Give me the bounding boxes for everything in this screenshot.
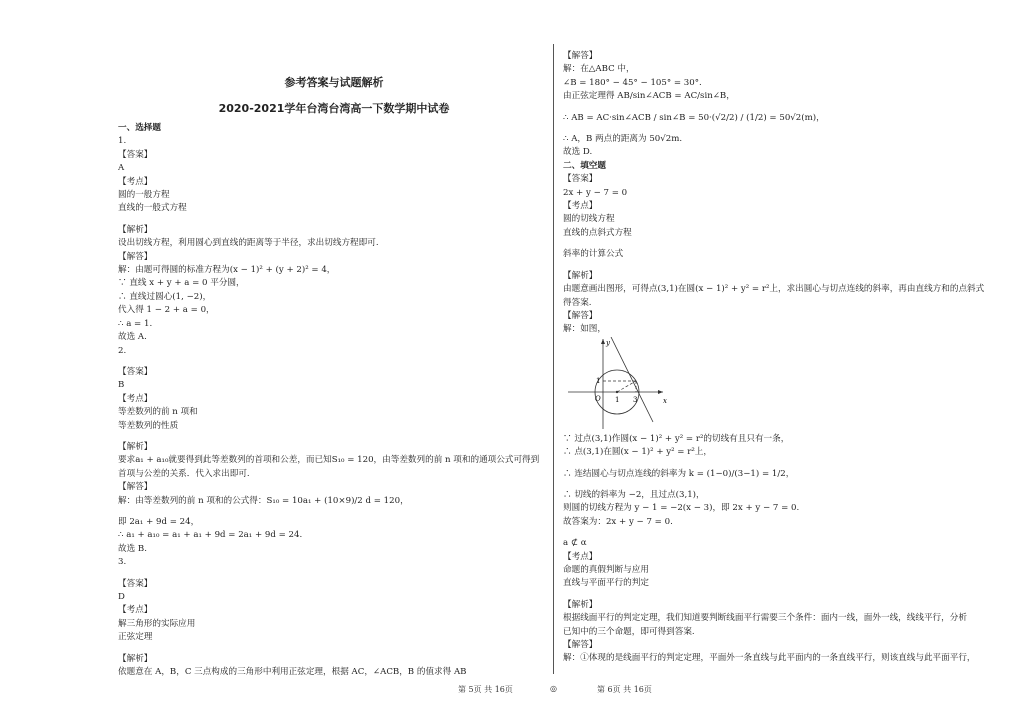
text-line: 已知中的三个命题，即可得到答案. [563,626,695,637]
text-line: 2. [118,345,127,356]
text-line: 命题的真假判断与应用 [563,564,649,575]
exam-title: 2020-2021学年台湾台湾高一下数学期中试卷 [218,102,450,115]
text-line: ∵ 过点(3,1)作圆(x − 1)² + y² = r²的切线有且只有一条， [563,433,790,444]
text-line: 直线与平面平行的判定 [563,578,649,589]
left-page-number: 第 5页 共 16页 [458,685,513,694]
text-line: 直线的点斜式方程 [563,227,632,238]
fig-origin-label: O [595,394,601,403]
spacer [118,216,550,224]
text-line: 【解析】 [563,599,598,610]
text-line: 【解答】 [118,482,153,493]
spacer [563,104,993,112]
text-line: 故选 D. [563,147,593,158]
answer-title: 参考答案与试题解析 [284,76,384,89]
text-line: 【考点】 [563,551,598,562]
text-line: 【解析】 [118,441,153,452]
fig-one-x: 1 [615,395,620,404]
text-line: 代入得 1 − 2 + a = 0， [118,305,215,316]
text-line: a ⊄ α [563,538,587,549]
text-line: 【考点】 [118,605,153,616]
text-line: 3. [118,557,127,568]
text-line: 1. [118,136,127,147]
text-line: 要求a₁ + a₁₀就要得到此等差数列的首项和公差，而已知S₁₀ = 120，由等差数列的前 n 项和的通项公式可得到 [118,455,540,466]
text-line: 由正弦定理得 AB/sin∠ACB = AC/sin∠B， [563,91,735,102]
right-page-content [563,50,993,666]
text-line: 等差数列的前 n 项和 [118,407,198,418]
text-line: 【考点】 [118,176,153,187]
text-line: 斜率的计算公式 [563,249,624,260]
text-line: 根据线面平行的判定定理，我们知道要判断线面平行需要三个条件：面内一线，面外一线，线线平行，分析 [563,613,967,624]
text-line: A [118,163,125,174]
text-line: 解：①体现的是线面平行的判定定理，平面外一条直线与此平面内的一条直线平行，则该直线与此平面平行， [563,653,976,664]
text-line: B [118,380,125,391]
tangent-figure [563,337,993,433]
spacer [563,240,993,248]
text-line: ∴ A，B 两点的距离为 50√2m. [563,134,683,145]
text-line: D [118,592,125,602]
text-line: ∴ 直线过圆心(1, −2)， [118,291,212,302]
text-line: 【解析】 [563,270,598,281]
text-line: 解：由等差数列的前 n 项和的公式得：S₁₀ = 10a₁ + (10×9)/2 d = 120， [118,495,409,506]
text-line: 圆的切线方程 [563,214,615,225]
fig-x-label: x [663,396,667,405]
right-top-lines [563,50,993,337]
spacer [563,591,993,599]
text-line: 故选 B. [118,543,147,554]
text-line: 一、选择题 [118,123,161,133]
text-line: 二、填空题 [563,160,606,171]
text-line: ∴ AB = AC·sin∠ACB / sin∠B = 50·(√2/2) / (1/2) = 50√2(m)， [563,112,825,123]
text-line: 【答案】 [118,366,153,377]
text-line: 解：如图， [563,324,606,335]
spacer [563,262,993,270]
text-line: 首项与公差的关系．代入求出即可. [118,468,250,479]
text-line: 【答案】 [118,149,153,160]
text-line: 解：由题可得圆的标准方程为(x − 1)² + (y + 2)² = 4， [118,265,336,276]
fig-y-label: y [606,338,610,347]
text-line: 正弦定理 [118,632,153,643]
spacer [563,460,993,468]
spacer [563,481,993,489]
text-line: 【解答】 [563,51,598,61]
spacer [118,508,550,516]
spacer [563,125,993,133]
text-line: ∵ 直线 x + y + a = 0 平分圆， [118,278,245,289]
text-line: 【考点】 [118,393,153,404]
binding-mark: ◎ [550,684,557,693]
text-line: 设出切线方程，利用圆心到直线的距离等于半径，求出切线方程即可. [118,238,379,249]
text-line: 【考点】 [563,201,598,212]
spacer [118,433,550,441]
text-line: 【答案】 [563,174,598,185]
text-line: 故答案为：2x + y − 7 = 0. [563,516,673,527]
spacer [563,529,993,537]
text-line: 【解答】 [563,310,598,321]
text-line: 依题意在 A，B，C 三点构成的三角形中利用正弦定理，根据 AC，∠ACB，B 的值求得 AB [118,667,467,678]
text-line: 等差数列的性质 [118,420,179,431]
text-line: 得答案. [563,297,592,308]
text-line: 2x + y − 7 = 0 [563,187,628,198]
text-line: 【解答】 [563,640,598,650]
text-line: ∴ 连结圆心与切点连线的斜率为 k = (1−0)/(3−1) = 1/2， [563,468,795,479]
text-line: ∴ 点(3,1)在圆(x − 1)² + y² = r²上， [563,447,712,458]
text-line: ∴ a = 1. [118,318,153,329]
text-line: 【答案】 [118,578,153,589]
text-line: 【解析】 [118,653,153,664]
text-line: 则圆的切线方程为 y − 1 = −2(x − 3)，即 2x + y − 7 = 0. [563,503,800,514]
fig-one-y: 1 [596,376,601,385]
text-line: 由题意画出图形，可得点(3,1)在圆(x − 1)² + y² = r²上，求出圆心与切点连线的斜率，再由直线方和的点斜式 [563,284,985,295]
spacer [118,645,550,653]
text-line: ∴ a₁ + a₁₀ = a₁ + a₁ + 9d = 2a₁ + 9d = 24. [118,530,303,541]
page-divider [553,44,554,674]
text-line: ∠B = 180° − 45° − 105° = 30°. [563,77,702,88]
text-line: 解三角形的实际应用 [118,618,196,629]
text-line: 即 2a₁ + 9d = 24， [118,516,200,527]
right-bottom-lines [563,433,993,666]
fig-three: 3 [633,395,638,404]
text-line: 圆的一般方程 [118,190,170,201]
spacer [118,358,550,366]
text-line: 【解答】 [118,251,153,262]
right-page-number: 第 6页 共 16页 [597,685,652,694]
text-line: 直线的一般式方程 [118,203,187,214]
text-line: ∴ 切线的斜率为 −2，且过点(3,1)， [563,489,705,500]
spacer [118,570,550,578]
left-page-content [118,122,550,679]
text-line: 故选 A. [118,332,147,343]
text-line: 解：在△ABC 中， [563,64,635,75]
text-line: 【解析】 [118,224,153,235]
